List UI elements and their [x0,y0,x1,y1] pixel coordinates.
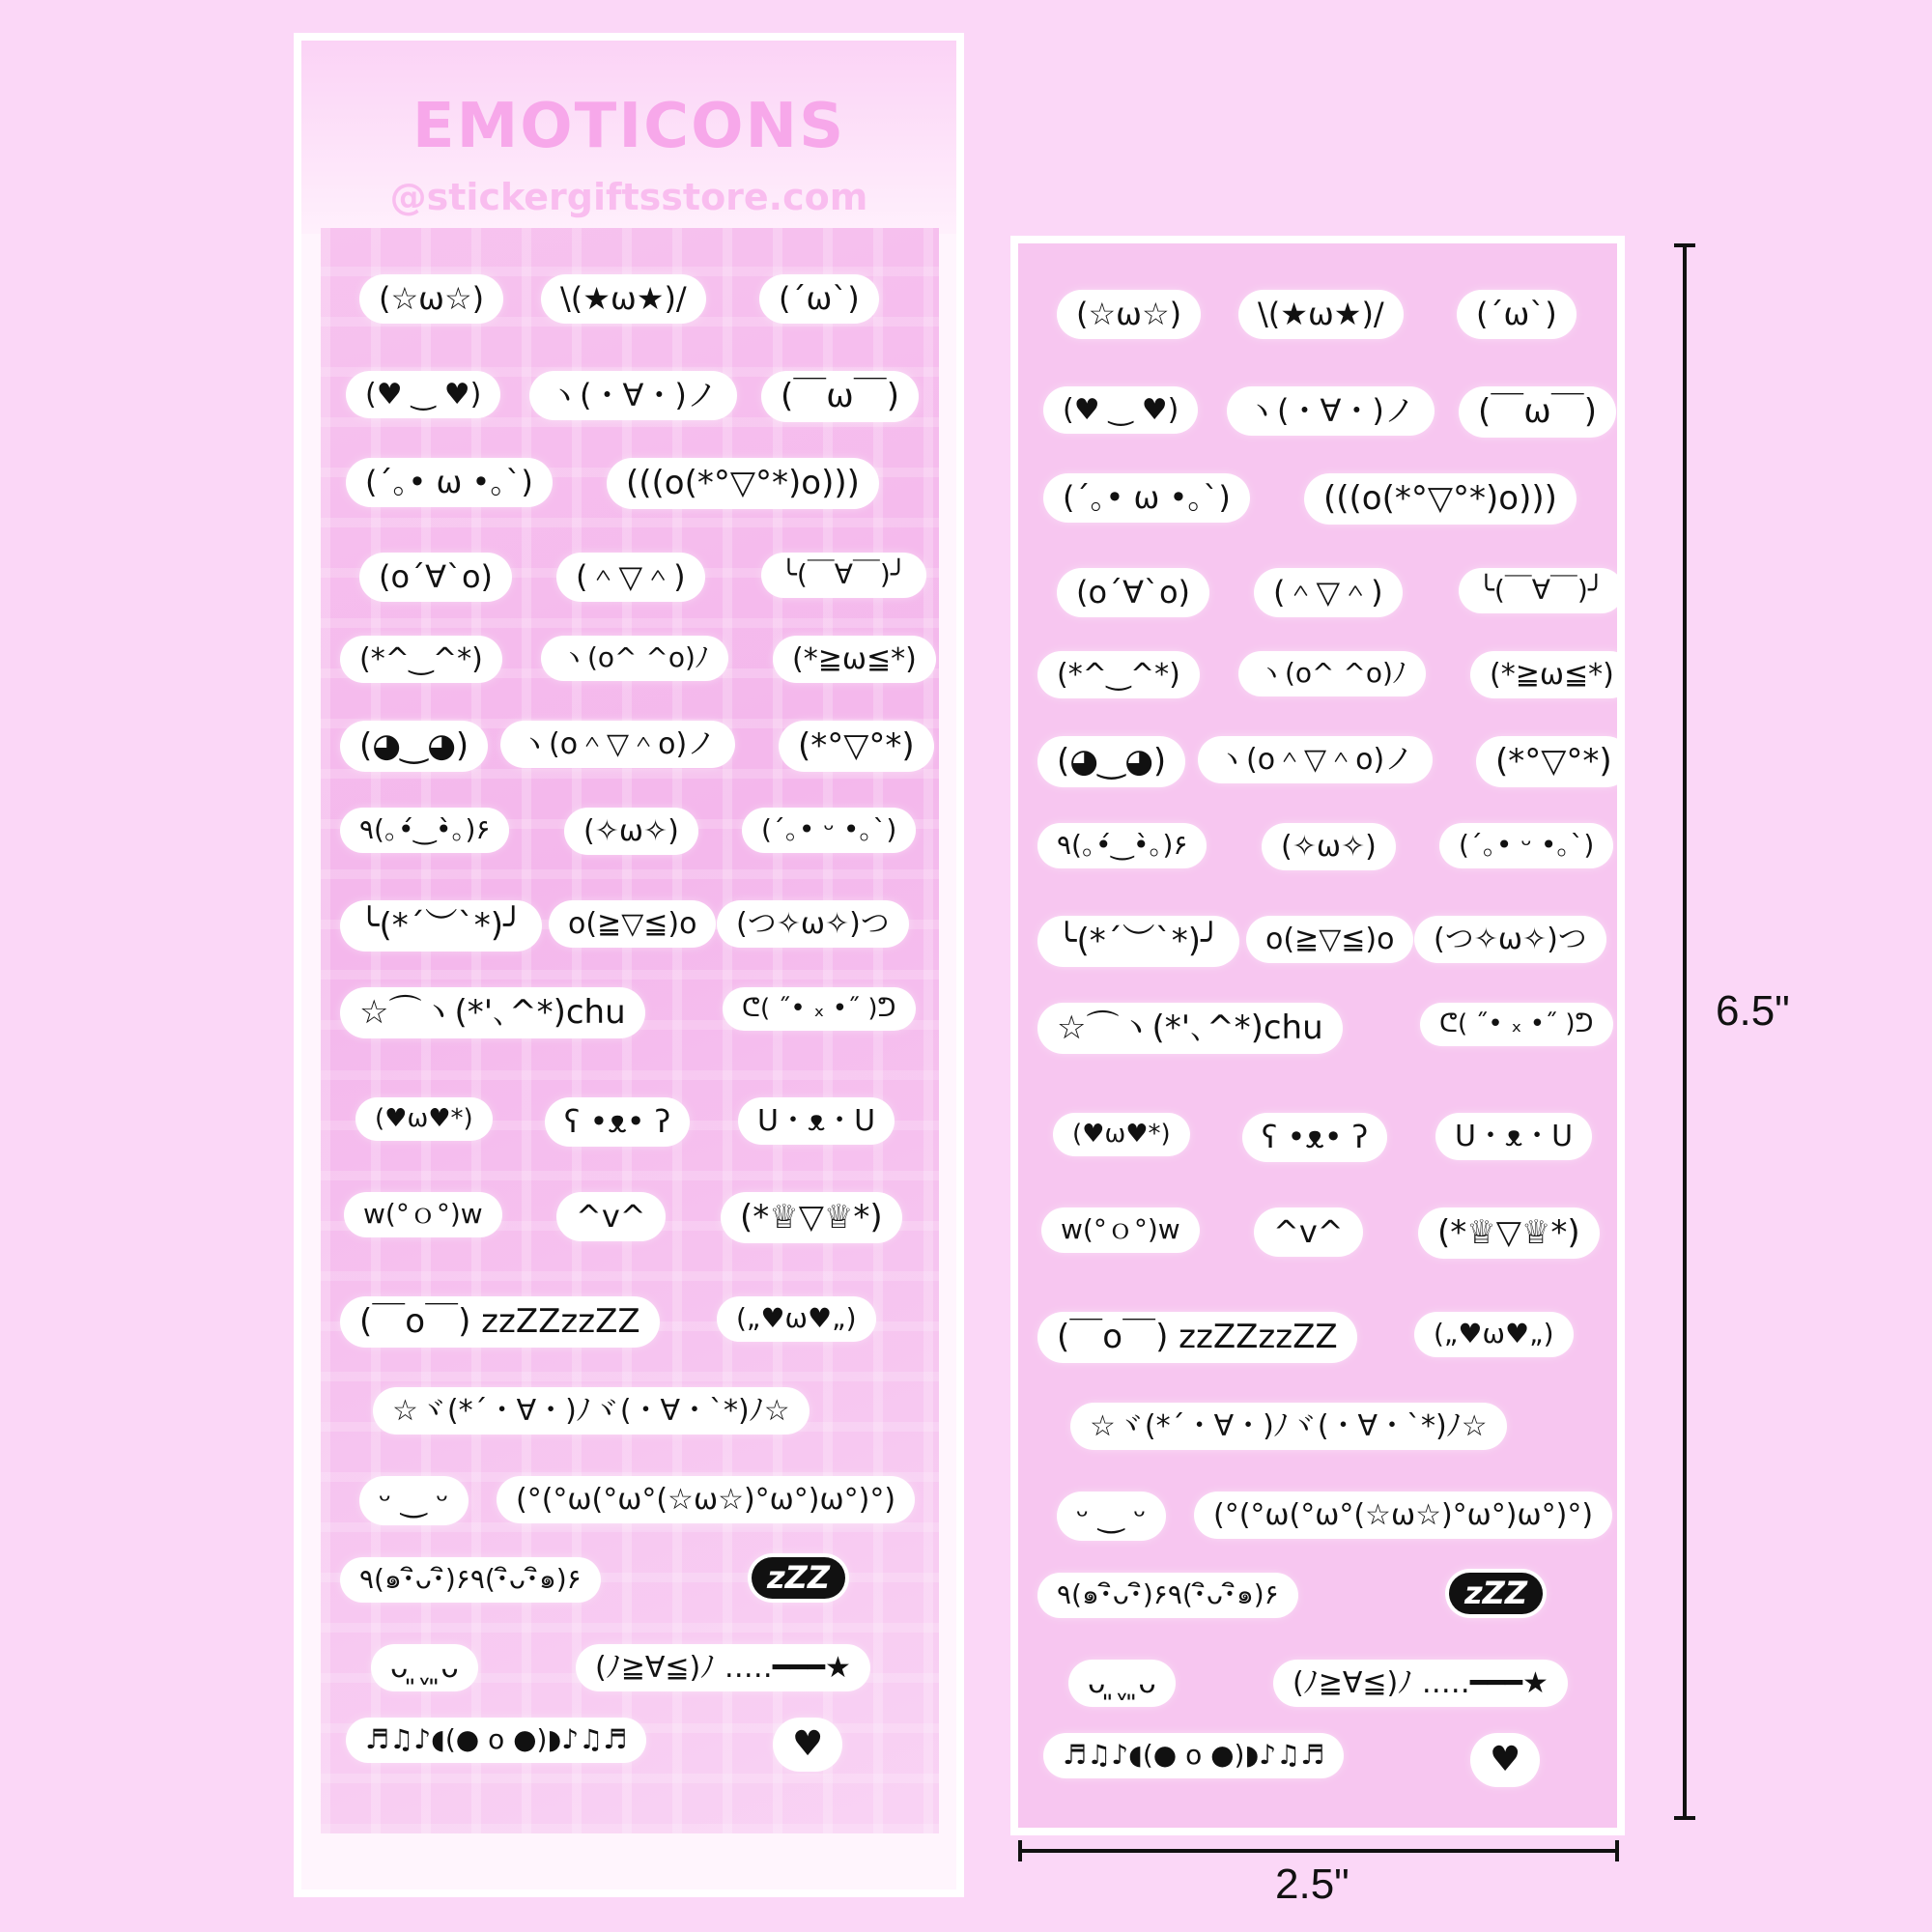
left-sticker-13: ヽ(o^ ^o)ﾉ [545,639,724,677]
left-sticker-30: ^v^ [560,1196,662,1237]
right-sticker-19: (✧ω✧) [1265,827,1392,867]
right-sticker-5: ヽ(・∀・)ノ [1231,390,1431,432]
right-sticker-40: (ﾉ≧∀≦)ﾉ ‥…━━━★ [1277,1663,1564,1703]
right-sticker-17: (*°▽°*) [1480,740,1625,783]
left-sticker-11: ╰(￣∀￣)╯ [765,556,923,594]
right-sticker-35: ᵕ ‿ ᵕ [1061,1495,1162,1537]
left-sticker-36: (°(°ω(°ω°(☆ω☆)°ω°)ω°)°) [500,1480,911,1520]
right-sticker-8: (((o(*°▽°*)o))) [1308,477,1573,521]
right-sticker-26: (♥ω♥*) [1057,1117,1186,1152]
left-sticker-22: o(≧▽≦)o [553,904,712,944]
left-sticker-31: (*♕▽♕*) [724,1196,898,1239]
right-sticker-3: (´ω`) [1461,294,1573,335]
left-sticker-37: ٩(๑･ิᴗ･ิ)۶٩(･ิᴗ･ิ๑)۶ [344,1561,597,1599]
left-sticker-4: (♥ ‿ ♥) [350,375,497,414]
left-sticker-1: (☆ω☆) [363,278,499,320]
left-sticker-42: ♥ [777,1721,838,1768]
left-sticker-12: (*^‿^*) [344,639,498,679]
right-sticker-39: ᴗ ͈ˬ ͈ᴗ [1072,1663,1172,1703]
right-sticker-16: ヽ(o＾▽＾o)ノ [1202,740,1429,780]
width-dimension-line [1018,1849,1619,1853]
left-sticker-38: zZZ [752,1557,845,1599]
left-sticker-5: ヽ(・∀・)ノ [533,375,733,416]
left-sticker-26: (♥ω♥*) [359,1101,489,1137]
left-sticker-16: ヽ(o＾▽＾o)ノ [504,724,731,764]
left-sticker-35: ᵕ ‿ ᵕ [363,1480,465,1521]
right-sticker-23: (つ✧ω✧)つ [1418,920,1603,959]
right-sticker-36: (°(°ω(°ω°(☆ω☆)°ω°)ω°)°) [1198,1495,1608,1535]
right-sticker-6: (￣ω￣) [1463,390,1612,434]
right-sticker-11: ╰(￣∀￣)╯ [1463,572,1620,610]
left-sticker-9: (o´∀`o) [363,556,508,598]
right-sticker-9: (o´∀`o) [1061,572,1206,613]
right-sticker-2: \(★ω★)/ [1242,294,1400,335]
left-sticker-33: („♥ω♥„) [721,1300,872,1338]
left-sticker-2: \(★ω★)/ [545,278,702,320]
right-sticker-37: ٩(๑･ิᴗ･ิ)۶٩(･ิᴗ･ิ๑)۶ [1041,1577,1294,1614]
left-sticker-41: ♬♫♪◖(● o ●)◗♪♫♬ [350,1721,642,1759]
right-sticker-24: ☆⌒ヽ(*'､^*)chu [1041,1007,1339,1050]
store-url: @stickergiftsstore.com [389,176,868,218]
left-sticker-3: (´ω`) [763,278,875,320]
right-sticker-7: (´｡• ω •｡`) [1047,477,1246,519]
left-sticker-34: ☆ヾ(*´・∀・)ﾉヾ(・∀・`*)ﾉ☆ [377,1391,806,1431]
right-sticker-31: (*♕▽♕*) [1422,1211,1596,1255]
width-dimension-label: 2.5" [1275,1861,1350,1908]
right-sticker-38: zZZ [1449,1573,1543,1614]
header-band [301,41,956,234]
right-sticker-42: ♥ [1474,1737,1536,1783]
sticker-sheet-right [1010,236,1625,1835]
right-sticker-18: ٩(｡•́‿•̀｡)۶ [1041,827,1203,865]
left-sticker-23: (つ✧ω✧)つ [721,904,905,944]
right-sticker-12: (*^‿^*) [1041,655,1196,695]
right-sticker-15: (◕‿◕) [1041,740,1181,783]
right-sticker-22: o(≧▽≦)o [1250,920,1409,959]
left-sticker-29: w(°ｏ°)w [348,1196,498,1234]
right-sticker-32: (￣o￣) zzZZzzZZ [1041,1316,1353,1359]
right-sticker-14: (*≧ω≦*) [1474,655,1625,695]
left-sticker-40: (ﾉ≧∀≦)ﾉ ‥…━━━★ [580,1648,867,1688]
right-sticker-25: ᕦ( ˝• ₓ •˝ )ᕤ [1424,1007,1609,1042]
left-sticker-19: (✧ω✧) [568,811,695,851]
right-sticker-30: ^v^ [1258,1211,1359,1253]
left-sticker-25: ᕦ( ˝• ₓ •˝ )ᕤ [726,991,912,1027]
right-sticker-34: ☆ヾ(*´・∀・)ﾉヾ(・∀・`*)ﾉ☆ [1074,1406,1503,1446]
right-sticker-4: (♥ ‿ ♥) [1047,390,1194,430]
left-sticker-20: (´｡• ᵕ •｡`) [746,811,912,849]
right-sticker-21: ╰(*´︶`*)╯ [1041,920,1236,963]
height-dimension-line [1683,243,1687,1820]
right-sticker-27: ʕ •ᴥ• ʔ [1246,1117,1383,1158]
left-sticker-39: ᴗ ͈ˬ ͈ᴗ [375,1648,474,1688]
right-sticker-10: (＾▽＾) [1258,572,1399,613]
left-sticker-8: (((o(*°▽°*)o))) [611,462,875,505]
left-sticker-7: (´｡• ω •｡`) [350,462,549,503]
height-dimension-label: 6.5" [1716,987,1790,1035]
left-sticker-14: (*≧ω≦*) [777,639,932,679]
right-sticker-41: ♬♫♪◖(● o ●)◗♪♫♬ [1047,1737,1340,1775]
right-sticker-29: w(°ｏ°)w [1045,1211,1196,1249]
left-sticker-6: (￣ω￣) [765,375,915,418]
left-sticker-15: (◕‿◕) [344,724,484,768]
right-sticker-1: (☆ω☆) [1061,294,1197,335]
right-sticker-20: (´｡• ᵕ •｡`) [1443,827,1609,865]
right-sticker-13: ヽ(o^ ^o)ﾉ [1242,655,1422,693]
left-sticker-18: ٩(｡•́‿•̀｡)۶ [344,811,505,849]
right-sticker-28: U・ᴥ・U [1439,1117,1588,1156]
left-sticker-28: U・ᴥ・U [742,1101,891,1141]
left-sticker-21: ╰(*´︶`*)╯ [344,904,538,948]
left-sticker-27: ʕ •ᴥ• ʔ [549,1101,686,1143]
right-sticker-33: („♥ω♥„) [1418,1316,1570,1353]
left-sticker-17: (*°▽°*) [782,724,930,768]
page-title: EMOTICONS [412,91,846,162]
left-sticker-32: (￣o￣) zzZZzzZZ [344,1300,656,1344]
sticker-sheet-left [321,228,939,1833]
left-sticker-24: ☆⌒ヽ(*'､^*)chu [344,991,641,1035]
left-sticker-10: (＾▽＾) [560,556,701,598]
